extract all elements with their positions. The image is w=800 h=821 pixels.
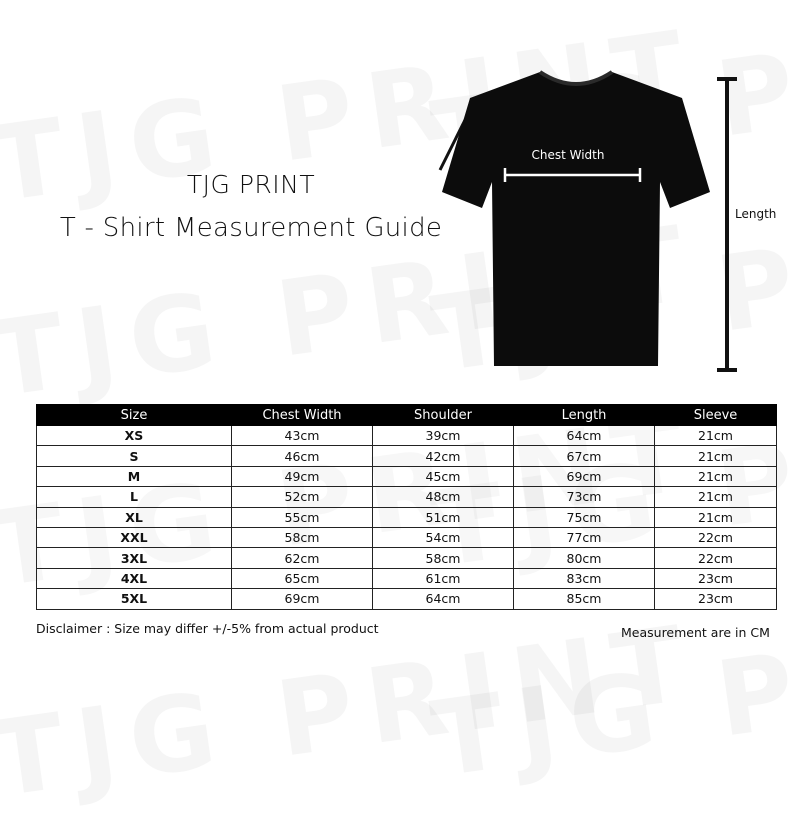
length-cell: 73cm <box>514 487 655 507</box>
sleeve-cell: 21cm <box>655 487 777 507</box>
table-row <box>37 446 777 466</box>
sleeve-cell: 23cm <box>655 589 777 609</box>
size-cell: 5XL <box>37 589 232 609</box>
disclaimer-text: Disclaimer : Size may differ +/-5% from actual product <box>36 621 379 636</box>
length-cell: 67cm <box>514 446 655 466</box>
size-cell: XL <box>37 507 232 527</box>
shoulder-cell: 58cm <box>373 548 514 568</box>
length-measure-icon <box>714 76 740 374</box>
length-cell: 85cm <box>514 589 655 609</box>
column-header: Length <box>514 405 655 426</box>
sleeve-cell: 22cm <box>655 548 777 568</box>
sleeve-cell: 21cm <box>655 466 777 486</box>
size-cell: 4XL <box>37 568 232 588</box>
chest-width-label: Chest Width <box>531 148 605 162</box>
shoulder-cell: 42cm <box>373 446 514 466</box>
length-cell: 83cm <box>514 568 655 588</box>
table-row <box>37 548 777 568</box>
chest-width-cell: 62cm <box>232 548 373 568</box>
column-header: Size <box>37 405 232 426</box>
table-row <box>37 426 777 446</box>
column-header: Sleeve <box>655 405 777 426</box>
chest-width-cell: 49cm <box>232 466 373 486</box>
chest-width-cell: 46cm <box>232 446 373 466</box>
shirt-body <box>442 72 710 366</box>
shoulder-cell: 61cm <box>373 568 514 588</box>
brand-title: TJG PRINT <box>186 170 316 199</box>
chest-width-cell: 55cm <box>232 507 373 527</box>
chest-width-cell: 69cm <box>232 589 373 609</box>
size-cell: XS <box>37 426 232 446</box>
sleeve-cell: 21cm <box>655 507 777 527</box>
unit-note: Measurement are in CM <box>621 625 770 640</box>
length-cell: 77cm <box>514 527 655 547</box>
length-cell: 64cm <box>514 426 655 446</box>
sleeve-cell: 21cm <box>655 446 777 466</box>
chest-width-cell: 43cm <box>232 426 373 446</box>
shoulder-cell: 64cm <box>373 589 514 609</box>
table-row <box>37 589 777 609</box>
table-header-row <box>37 405 777 426</box>
sleeve-cell: 21cm <box>655 426 777 446</box>
length-label: Length <box>735 207 777 221</box>
table-row <box>37 466 777 486</box>
table-row <box>37 487 777 507</box>
tshirt-icon <box>430 62 720 374</box>
length-cell: 80cm <box>514 548 655 568</box>
shoulder-cell: 54cm <box>373 527 514 547</box>
chest-width-cell: 65cm <box>232 568 373 588</box>
table-body <box>37 426 777 610</box>
size-cell: M <box>37 466 232 486</box>
sleeve-cell: 23cm <box>655 568 777 588</box>
column-header: Shoulder <box>373 405 514 426</box>
chest-width-cell: 58cm <box>232 527 373 547</box>
size-cell: XXL <box>37 527 232 547</box>
table-row <box>37 568 777 588</box>
title-block <box>36 170 466 243</box>
shoulder-cell: 48cm <box>373 487 514 507</box>
shoulder-cell: 51cm <box>373 507 514 527</box>
page-subtitle: T - Shirt Measurement Guide <box>59 213 443 243</box>
length-cell: 75cm <box>514 507 655 527</box>
shoulder-cell: 39cm <box>373 426 514 446</box>
sleeve-cell: 22cm <box>655 527 777 547</box>
table-row <box>37 527 777 547</box>
tshirt-diagram <box>430 62 720 374</box>
table-row <box>37 507 777 527</box>
size-chart-table <box>36 404 777 610</box>
length-cell: 69cm <box>514 466 655 486</box>
size-cell: S <box>37 446 232 466</box>
size-cell: 3XL <box>37 548 232 568</box>
column-header: Chest Width <box>232 405 373 426</box>
size-cell: L <box>37 487 232 507</box>
chest-width-cell: 52cm <box>232 487 373 507</box>
shoulder-cell: 45cm <box>373 466 514 486</box>
